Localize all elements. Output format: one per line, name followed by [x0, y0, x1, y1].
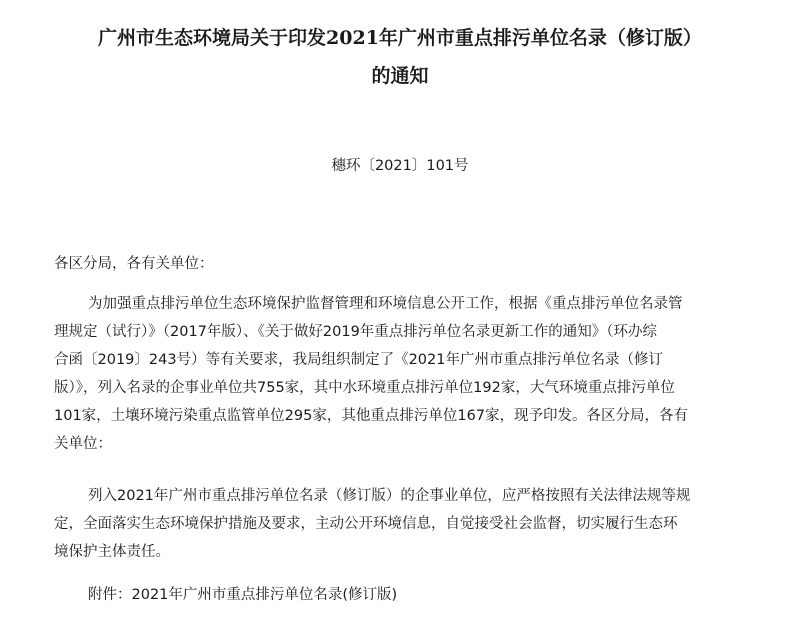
salutation: 各区分局，各有关单位： — [54, 256, 214, 272]
paragraph-line: 关单位： — [54, 436, 112, 452]
paragraph-line: 合函〔2019〕243号）等有关要求，我局组织制定了《2021年广州市重点排污单位名录（修订 — [54, 352, 663, 368]
body-paragraph-1 — [54, 290, 746, 458]
paragraph-line: 版）》，列入名录的企事业单位共755家，其中水环境重点排污单位192家，大气环境重点排污单位 — [54, 380, 675, 396]
paragraph-line: 境保护主体责任。 — [54, 544, 170, 560]
paragraph-line: 列入2021年广州市重点排污单位名录（修订版）的企事业单位，应严格按照有关法律法规等规 — [88, 488, 691, 504]
attachment-link[interactable]: 附件：2021年广州市重点排污单位名录(修订版) — [88, 587, 398, 603]
document-title-line-1: 广州市生态环境局关于印发2021年广州市重点排污单位名录（修订版） — [98, 27, 702, 49]
body-paragraph-2 — [54, 482, 746, 566]
paragraph-line: 101家，土壤环境污染重点监管单位295家，其他重点排污单位167家，现予印发。各区分局，各有 — [54, 408, 689, 424]
paragraph-line: 为加强重点排污单位生态环境保护监督管理和环境信息公开工作，根据《重点排污单位名录管 — [88, 296, 683, 312]
document-number: 穗环〔2021〕101号 — [331, 158, 469, 174]
paragraph-line: 定，全面落实生态环境保护措施及要求，主动公开环境信息，自觉接受社会监督，切实履行生态环 — [54, 516, 678, 532]
document-title-line-2: 的通知 — [371, 65, 429, 87]
paragraph-line: 理规定（试行）》（2017年版）、《关于做好2019年重点排污单位名录更新工作的通知》（环办综 — [54, 324, 658, 340]
